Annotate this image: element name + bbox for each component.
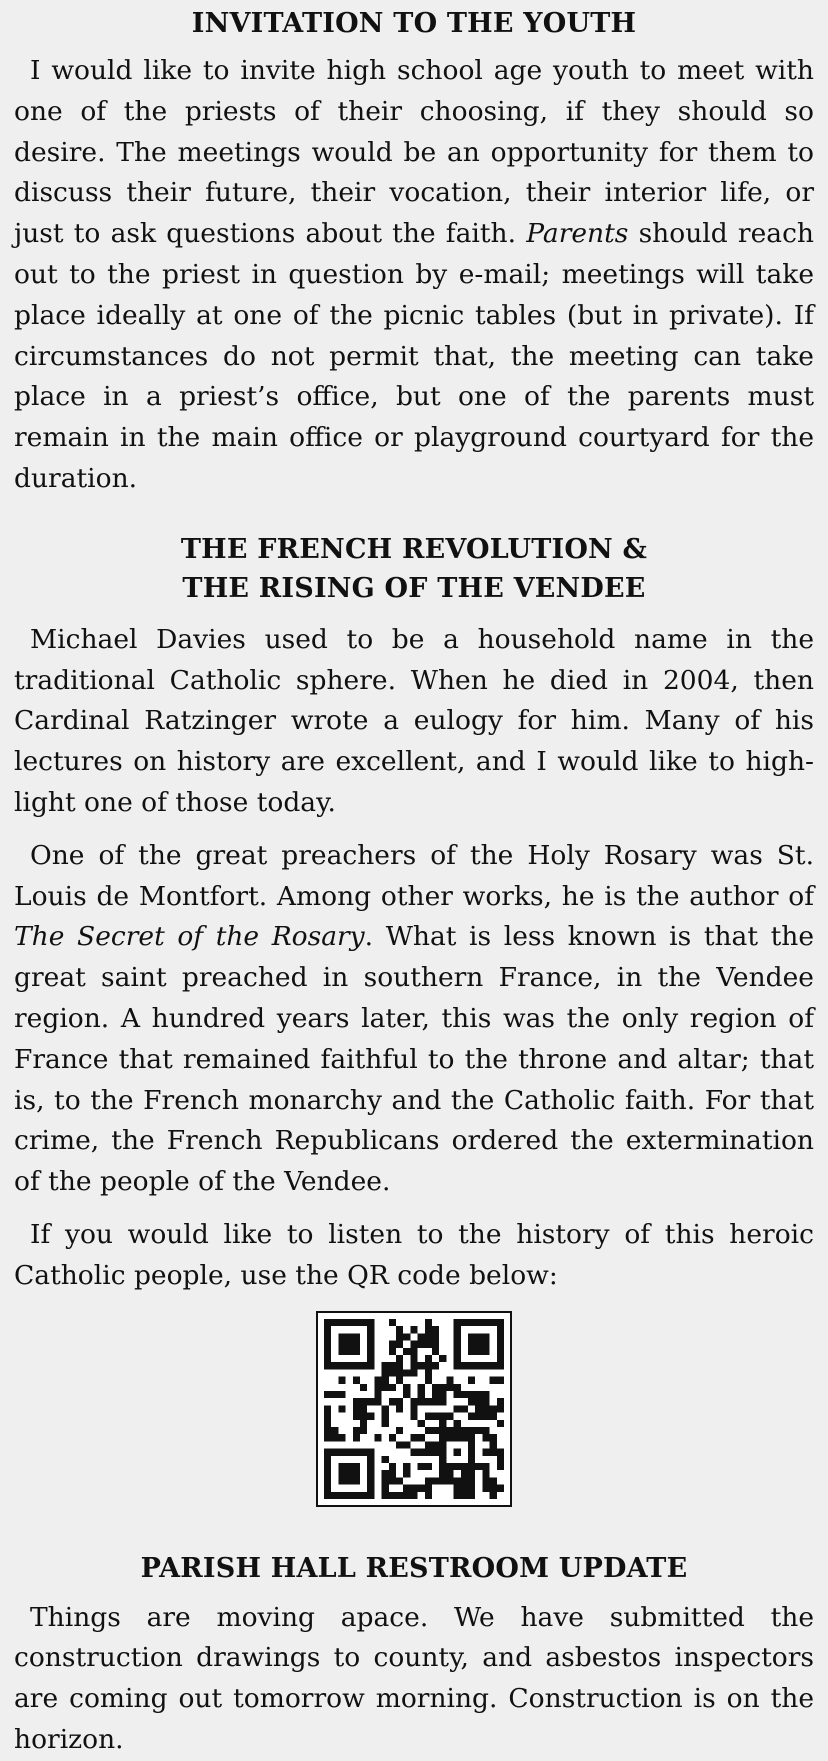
section-title-restroom: PARISH HALL RESTROOM UPDATE [140, 1552, 688, 1584]
section-restroom-update [14, 1549, 814, 1761]
book-title: The Secret of the Rosary [14, 921, 365, 953]
paragraph: If you would like to listen to the history of this heroic Catholic people, use the QR code below: [14, 1218, 814, 1291]
section-body-invitation [14, 51, 814, 500]
qr-code-container [14, 1311, 814, 1507]
section-title-invitation: INVITATION TO THE YOUTH [191, 8, 637, 39]
paragraph [14, 51, 814, 500]
qr-code-icon[interactable] [316, 1311, 512, 1507]
section-title-french-revolution [14, 530, 814, 608]
paragraph [14, 836, 814, 1203]
text-run: should reach out to the priest in question by e-mail; meetings will take place ideally at one of the picnic tables (but in private). If circumstances do not permit that, the meeting can take place in a priest’s office, but one of the parents must remain in the main office or playground courtyard for the duration. [14, 218, 814, 494]
text-run: One of the great preachers of the Holy Rosary was St. Louis de Montfort. Among other works, he is the author of [14, 839, 814, 912]
section-invitation-youth [14, 0, 814, 500]
section-body-french-revolution [14, 620, 814, 1297]
section-body-restroom [14, 1598, 814, 1761]
qr-code-graphic [324, 1319, 504, 1499]
title-line: THE FRENCH REVOLUTION & [180, 533, 648, 565]
paragraph: Things are moving apace. We have submitted the construction drawings to county, and asbestos inspectors are coming out tomorrow morning. Construction is on the horizon. [14, 1601, 814, 1755]
section-french-revolution [14, 530, 814, 1507]
text-run: I would like to invite high school age youth to meet with one of the priests of their choosing, if they should so desire. The meetings would be an opportunity for them to discuss their future, their vocation, their interior life, or just to ask questions about the faith. [14, 55, 814, 250]
text-run: . What is less known is that the great saint preached in southern France, in the Vendee region. A hundred years later, this was the only region of France that remained faithful to the throne and altar; that is, to the French monarchy and the Catholic faith. For that crime, the French Republicans ordered the extermination of the people of the Vendee. [14, 921, 814, 1198]
paragraph: Michael Davies used to be a household name in the traditional Catholic sphere. When he died in 2004, then Cardinal Ratzinger wrote a eulogy for him. Many of his lectures on history are excellent, and I would like to high-light one of those today. [14, 623, 814, 818]
emphasis-text: Parents [526, 218, 629, 250]
title-line: THE RISING OF THE VENDEE [182, 572, 646, 604]
